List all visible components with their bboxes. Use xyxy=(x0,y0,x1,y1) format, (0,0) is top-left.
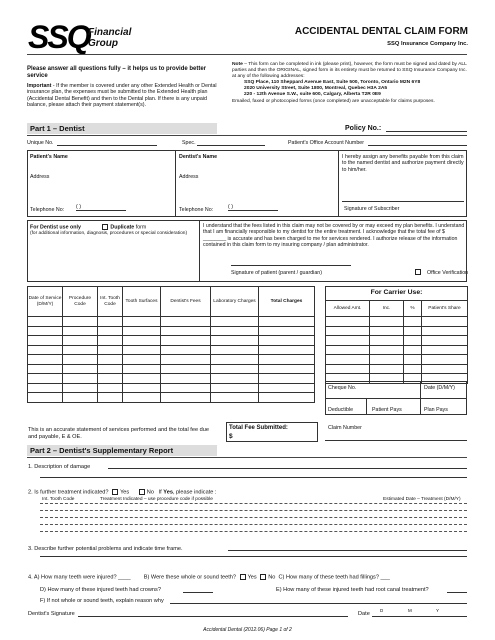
company-name: SSQ Insurance Company Inc. xyxy=(387,41,468,47)
office-account-field[interactable] xyxy=(368,139,467,146)
statement-text: This is an accurate statement of services performed and the total fee due and payable, E & OE. xyxy=(28,427,209,440)
important-text: - If the member is covered under any other Extended Health or Dental insurance plan, the expenses must be submitted to the Extended Health plan (Accidental Dental Benefit) and then to the Dental plan. If there is any unpaid balance, please attach their payment statement(s). xyxy=(27,82,217,108)
patient-pays-label: Patient Pays xyxy=(372,407,402,413)
unique-no-field[interactable] xyxy=(57,139,157,146)
deductible-label: Deductible xyxy=(328,407,354,413)
q3-field-2[interactable] xyxy=(40,553,467,557)
q4b-no-label: No xyxy=(268,574,276,581)
q2-no-checkbox[interactable] xyxy=(139,489,145,495)
q2-yes-bold: Yes xyxy=(163,489,173,496)
q4e-field[interactable] xyxy=(447,586,467,593)
subscriber-signature-field[interactable] xyxy=(342,196,464,202)
table-row[interactable] xyxy=(28,317,315,327)
patient-phone-label: Telephone No: xyxy=(30,207,65,213)
sign-date-label: Date xyxy=(358,611,370,617)
page-footer: Accidental Dental (2012.06) Page 1 of 2 xyxy=(203,627,292,633)
duplicate-checkbox[interactable] xyxy=(102,224,108,230)
table-row[interactable] xyxy=(28,383,315,393)
office-account-label: Patient's Office Account Number xyxy=(288,140,364,146)
logo-word-financial: Financial xyxy=(88,27,132,38)
policy-field[interactable] xyxy=(386,124,467,132)
part1-title: Part 1 – Dentist xyxy=(30,124,85,133)
q3-field[interactable] xyxy=(228,544,467,551)
q1-field-2[interactable] xyxy=(40,474,467,478)
patient-address-label: Address xyxy=(30,174,50,180)
dentist-phone-field[interactable]: ( ) xyxy=(228,204,278,211)
office-verification-label: Office Verification xyxy=(427,270,469,276)
q2-line[interactable] xyxy=(40,505,467,511)
q2-row xyxy=(28,489,216,496)
q2-line[interactable] xyxy=(40,512,467,518)
part2-title: Part 2 – Dentist's Supplementary Report xyxy=(30,446,174,455)
policy-label: Policy No.: xyxy=(345,125,382,132)
q4a-label: 4. A) How many teeth were injured? ____ xyxy=(28,574,131,581)
claim-number-field[interactable] xyxy=(325,432,467,441)
q4b-yes-label: Yes xyxy=(247,574,257,581)
dentist-name-label: Dentist's Name xyxy=(179,154,218,160)
patient-signature-field[interactable] xyxy=(231,262,351,266)
q4b-yes-checkbox[interactable] xyxy=(240,574,246,580)
col-int-tooth-code: Int. Tooth Code xyxy=(98,287,123,317)
dentist-address-label: Address xyxy=(179,174,199,180)
spec-field[interactable] xyxy=(197,139,265,146)
carrier-col-inc: Inc. xyxy=(370,301,404,317)
logo-word-group: Group xyxy=(88,38,118,49)
q2-label: 2. Is further treatment indicated? xyxy=(28,489,109,496)
q2-col-tooth: Int. Tooth Code xyxy=(42,497,75,502)
q4c-label: C) How many of these teeth had fillings? ___ xyxy=(278,574,390,581)
q1-field[interactable] xyxy=(108,462,467,469)
q2-line[interactable] xyxy=(40,526,467,532)
subscriber-signature-label: Signature of Subscriber xyxy=(344,206,400,212)
plan-pays-label: Plan Pays xyxy=(424,407,448,413)
col-procedure-code: Procedure Code xyxy=(63,287,98,317)
duplicate-label: Duplicate xyxy=(110,224,135,231)
form-title: ACCIDENTAL DENTAL CLAIM FORM xyxy=(294,26,468,37)
table-row[interactable] xyxy=(28,336,315,346)
date-d: D xyxy=(380,608,384,613)
assign-text: I hereby assign any benefits payable from this claim to the named dentist and authorize payment directly to him/her. xyxy=(342,154,464,173)
q2-no-label: No xyxy=(146,489,154,496)
carrier-col-patient-share: Patient's Share xyxy=(422,301,468,317)
carrier-date-label: Date (D/M/Y) xyxy=(424,385,455,391)
part2-banner xyxy=(27,445,217,456)
address-calgary: 220 - 12th Avenue S.W., suite 600, Calgary, Alberta T2R 0E9 xyxy=(244,91,381,97)
note-label: Note xyxy=(232,62,243,67)
intro-left xyxy=(27,66,225,108)
address-toronto: SSQ Place, 110 Sheppard Avenue East, Suite 500, Toronto, Ontario M2N 6Y8 xyxy=(244,79,421,85)
claim-number-label: Claim Number xyxy=(328,425,362,431)
table-row[interactable] xyxy=(28,374,315,384)
q4f-label: F) If not whole or sound teeth, explain reason why xyxy=(40,598,164,604)
q4f-field[interactable] xyxy=(170,597,467,604)
q4d-field[interactable] xyxy=(183,586,213,593)
total-fee-label: Total Fee Submitted: xyxy=(229,425,288,431)
important-label: Important xyxy=(27,82,52,89)
table-row[interactable] xyxy=(28,393,315,403)
table-row[interactable] xyxy=(28,345,315,355)
understand-text: I understand that the fees listed in this claim may not be covered by or may exceed my plan benefits. I understand that I am financially responsible to my dentist for the entire treatment. I acknowledge that the total fee of $ ________ is accurate and has been charged to me for services rendered. I authorize release of the information contained in this claim form to my insuring company / plan administrator. xyxy=(203,223,465,249)
carrier-col-allowed: Allowed Amt. xyxy=(326,301,370,317)
dentist-signature-label: Dentist's Signature xyxy=(28,611,75,617)
col-lab-charges: Laboratory Charges xyxy=(211,287,259,317)
address-montreal: 2020 University Street, Suite 1800, Montreal, Quebec H3A 2A5 xyxy=(244,85,388,91)
q3-label: 3. Describe further potential problems and indicate time frame. xyxy=(28,546,183,552)
q2-line[interactable] xyxy=(40,519,467,525)
patient-phone-field[interactable]: ( ) xyxy=(76,204,126,211)
emailed-note: Emailed, faxed or photocopied forms (once completed) are unacceptable for claims purposes. xyxy=(232,98,435,104)
logo-mark: SSQ xyxy=(28,19,90,55)
table-row[interactable] xyxy=(28,364,315,374)
cheque-no-label: Cheque No. xyxy=(328,385,357,391)
col-tooth-surfaces: Tooth Surfaces xyxy=(123,287,161,317)
dentist-use-sub: (for additional information, diagnosis, procedures or special consideration) xyxy=(30,230,188,236)
col-total-charges: Total Charges xyxy=(259,287,315,317)
date-m: M xyxy=(408,608,412,613)
q2-yes-checkbox[interactable] xyxy=(112,489,118,495)
carrier-use-title: For Carrier Use: xyxy=(326,287,468,301)
office-verification-checkbox[interactable] xyxy=(415,269,421,275)
q4e-label: E) How many of these injured teeth had root canal treatment? xyxy=(276,587,429,593)
spec-label: Spec. xyxy=(182,140,196,146)
unique-no-label: Unique No. xyxy=(27,140,54,146)
q4-row-1 xyxy=(28,574,390,581)
dentist-use-title: For Dentist use only xyxy=(30,224,81,231)
q2-yes-label: Yes xyxy=(120,489,130,496)
intro-heading: Please answer all questions fully – it helps us to provide better service xyxy=(27,66,207,80)
carrier-col-percent: % xyxy=(404,301,422,317)
dentist-signature-field[interactable] xyxy=(78,610,348,617)
q2-col-treatment: Treatment Indicated – use procedure code if possible xyxy=(100,497,213,502)
date-y: Y xyxy=(436,608,440,613)
note-text: – This form can be completed in ink (please print), however, the form must be signed and dated by ALL parties and then the ORIGINAL, signed form in its entirety must be returned to SSQ Insurance Company Inc. at any of the following addresses: xyxy=(232,62,467,79)
duplicate-form-label: form xyxy=(135,224,147,231)
q2-if-label: If xyxy=(158,489,162,496)
company-logo xyxy=(28,19,132,56)
q4d-label: D) How many of these injured teeth had crowns? xyxy=(40,587,161,593)
q4b-label: B) Were these whole or sound teeth? xyxy=(143,574,236,581)
table-row[interactable] xyxy=(28,355,315,365)
intro-right xyxy=(232,62,470,105)
sign-date-field[interactable] xyxy=(372,610,467,617)
part1-banner xyxy=(27,123,217,134)
col-dentists-fees: Dentist's Fees xyxy=(161,287,211,317)
q1-label: 1. Description of damage xyxy=(28,464,91,470)
dentist-phone-label: Telephone No: xyxy=(179,207,214,213)
total-fee-dollar: $ xyxy=(229,433,233,440)
patient-name-label: Patient's Name xyxy=(30,154,68,160)
q2-col-date: Estimated Date – Treatment (D/M/Y) xyxy=(383,497,461,502)
table-row[interactable] xyxy=(28,326,315,336)
patient-signature-label: Signature of patient (parent / guardian) xyxy=(231,270,322,276)
q4b-no-checkbox[interactable] xyxy=(260,574,266,580)
q2-please-label: , please indicate : xyxy=(172,489,217,496)
col-date-of-service: Date of Service (D/M/Y) xyxy=(28,287,63,317)
